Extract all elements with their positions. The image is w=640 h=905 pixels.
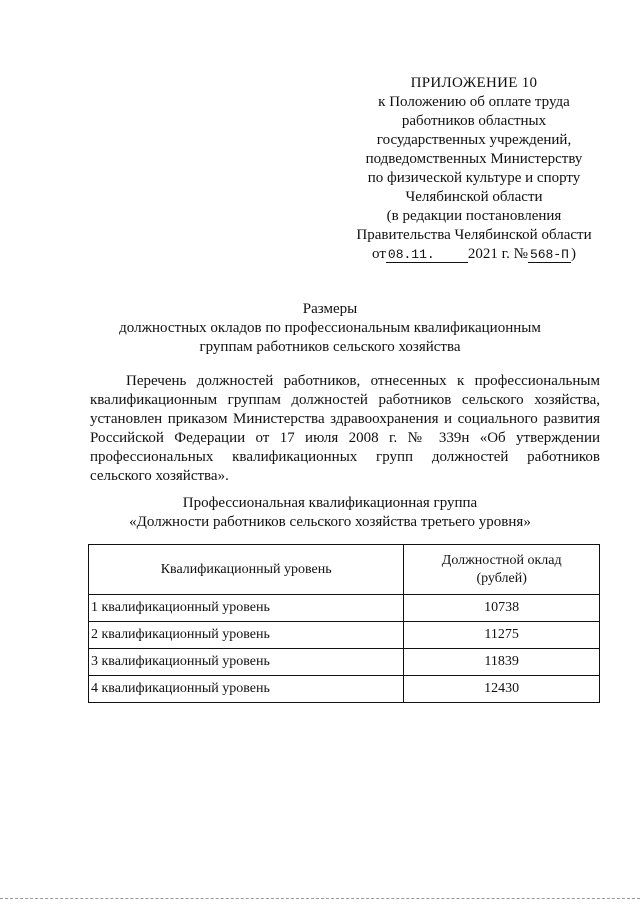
- row-level: 4 квалификационный уровень: [89, 676, 404, 703]
- date-prefix: от: [372, 246, 386, 262]
- row-level: 1 квалификационный уровень: [89, 595, 404, 622]
- row-amount: 10738: [404, 595, 600, 622]
- header-salary-unit: (рублей): [476, 570, 527, 586]
- body-paragraph: Перечень должностей работников, отнесенных к профессиональным квалификационным группам должностей работников сельского хозяйства, установлен приказом Министерства здравоохранения и социального развития Российской Федерации от 17 июля 2008 г. № 339н «Об утверждении профессиональных квалификационных групп должностей работников сельского хозяйства».: [90, 373, 600, 484]
- appendix-line: Челябинской области: [405, 189, 543, 205]
- group-line: Профессиональная квалификационная группа: [182, 495, 478, 511]
- appendix-line: Правительства Челябинской области: [356, 227, 592, 243]
- header-level: Квалификационный уровень: [89, 545, 404, 595]
- row-amount: 11275: [404, 622, 600, 649]
- table-row: [89, 676, 600, 703]
- appendix-line: к Положению об оплате труда: [378, 94, 570, 110]
- decree-date: 08.11.: [386, 247, 468, 263]
- title-line: должностных окладов по профессиональным квалификационным: [119, 320, 541, 336]
- document-title: [40, 300, 620, 357]
- decree-number: 568-П: [529, 247, 569, 262]
- row-level: 3 квалификационный уровень: [89, 649, 404, 676]
- table-row: [89, 595, 600, 622]
- row-amount: 11839: [404, 649, 600, 676]
- appendix-header: [342, 74, 606, 264]
- group-line: «Должности работников сельского хозяйства третьего уровня»: [129, 514, 531, 530]
- page-bottom-divider: [0, 898, 640, 899]
- header-salary: [404, 545, 600, 595]
- header-salary-line: Должностной оклад: [441, 552, 562, 568]
- decree-year: 2021 г. №: [467, 246, 528, 262]
- table-row: [89, 622, 600, 649]
- table-row: [89, 649, 600, 676]
- row-amount: 12430: [404, 676, 600, 703]
- group-heading: [40, 494, 620, 532]
- decree-date-line: [342, 245, 606, 264]
- date-suffix: ): [570, 246, 576, 262]
- row-level: 2 квалификационный уровень: [89, 622, 404, 649]
- appendix-line: (в редакции постановления: [386, 208, 562, 224]
- title-line: Размеры: [302, 301, 358, 317]
- appendix-line: государственных учреждений,: [376, 132, 572, 148]
- table-header-row: [89, 545, 600, 595]
- appendix-line: подведомственных Министерству: [365, 151, 583, 167]
- title-line: группам работников сельского хозяйства: [199, 339, 461, 355]
- appendix-line: по физической культуре и спорту: [367, 170, 581, 186]
- salary-table: [88, 544, 600, 703]
- appendix-title: ПРИЛОЖЕНИЕ 10: [410, 75, 538, 91]
- appendix-line: работников областных: [401, 113, 547, 129]
